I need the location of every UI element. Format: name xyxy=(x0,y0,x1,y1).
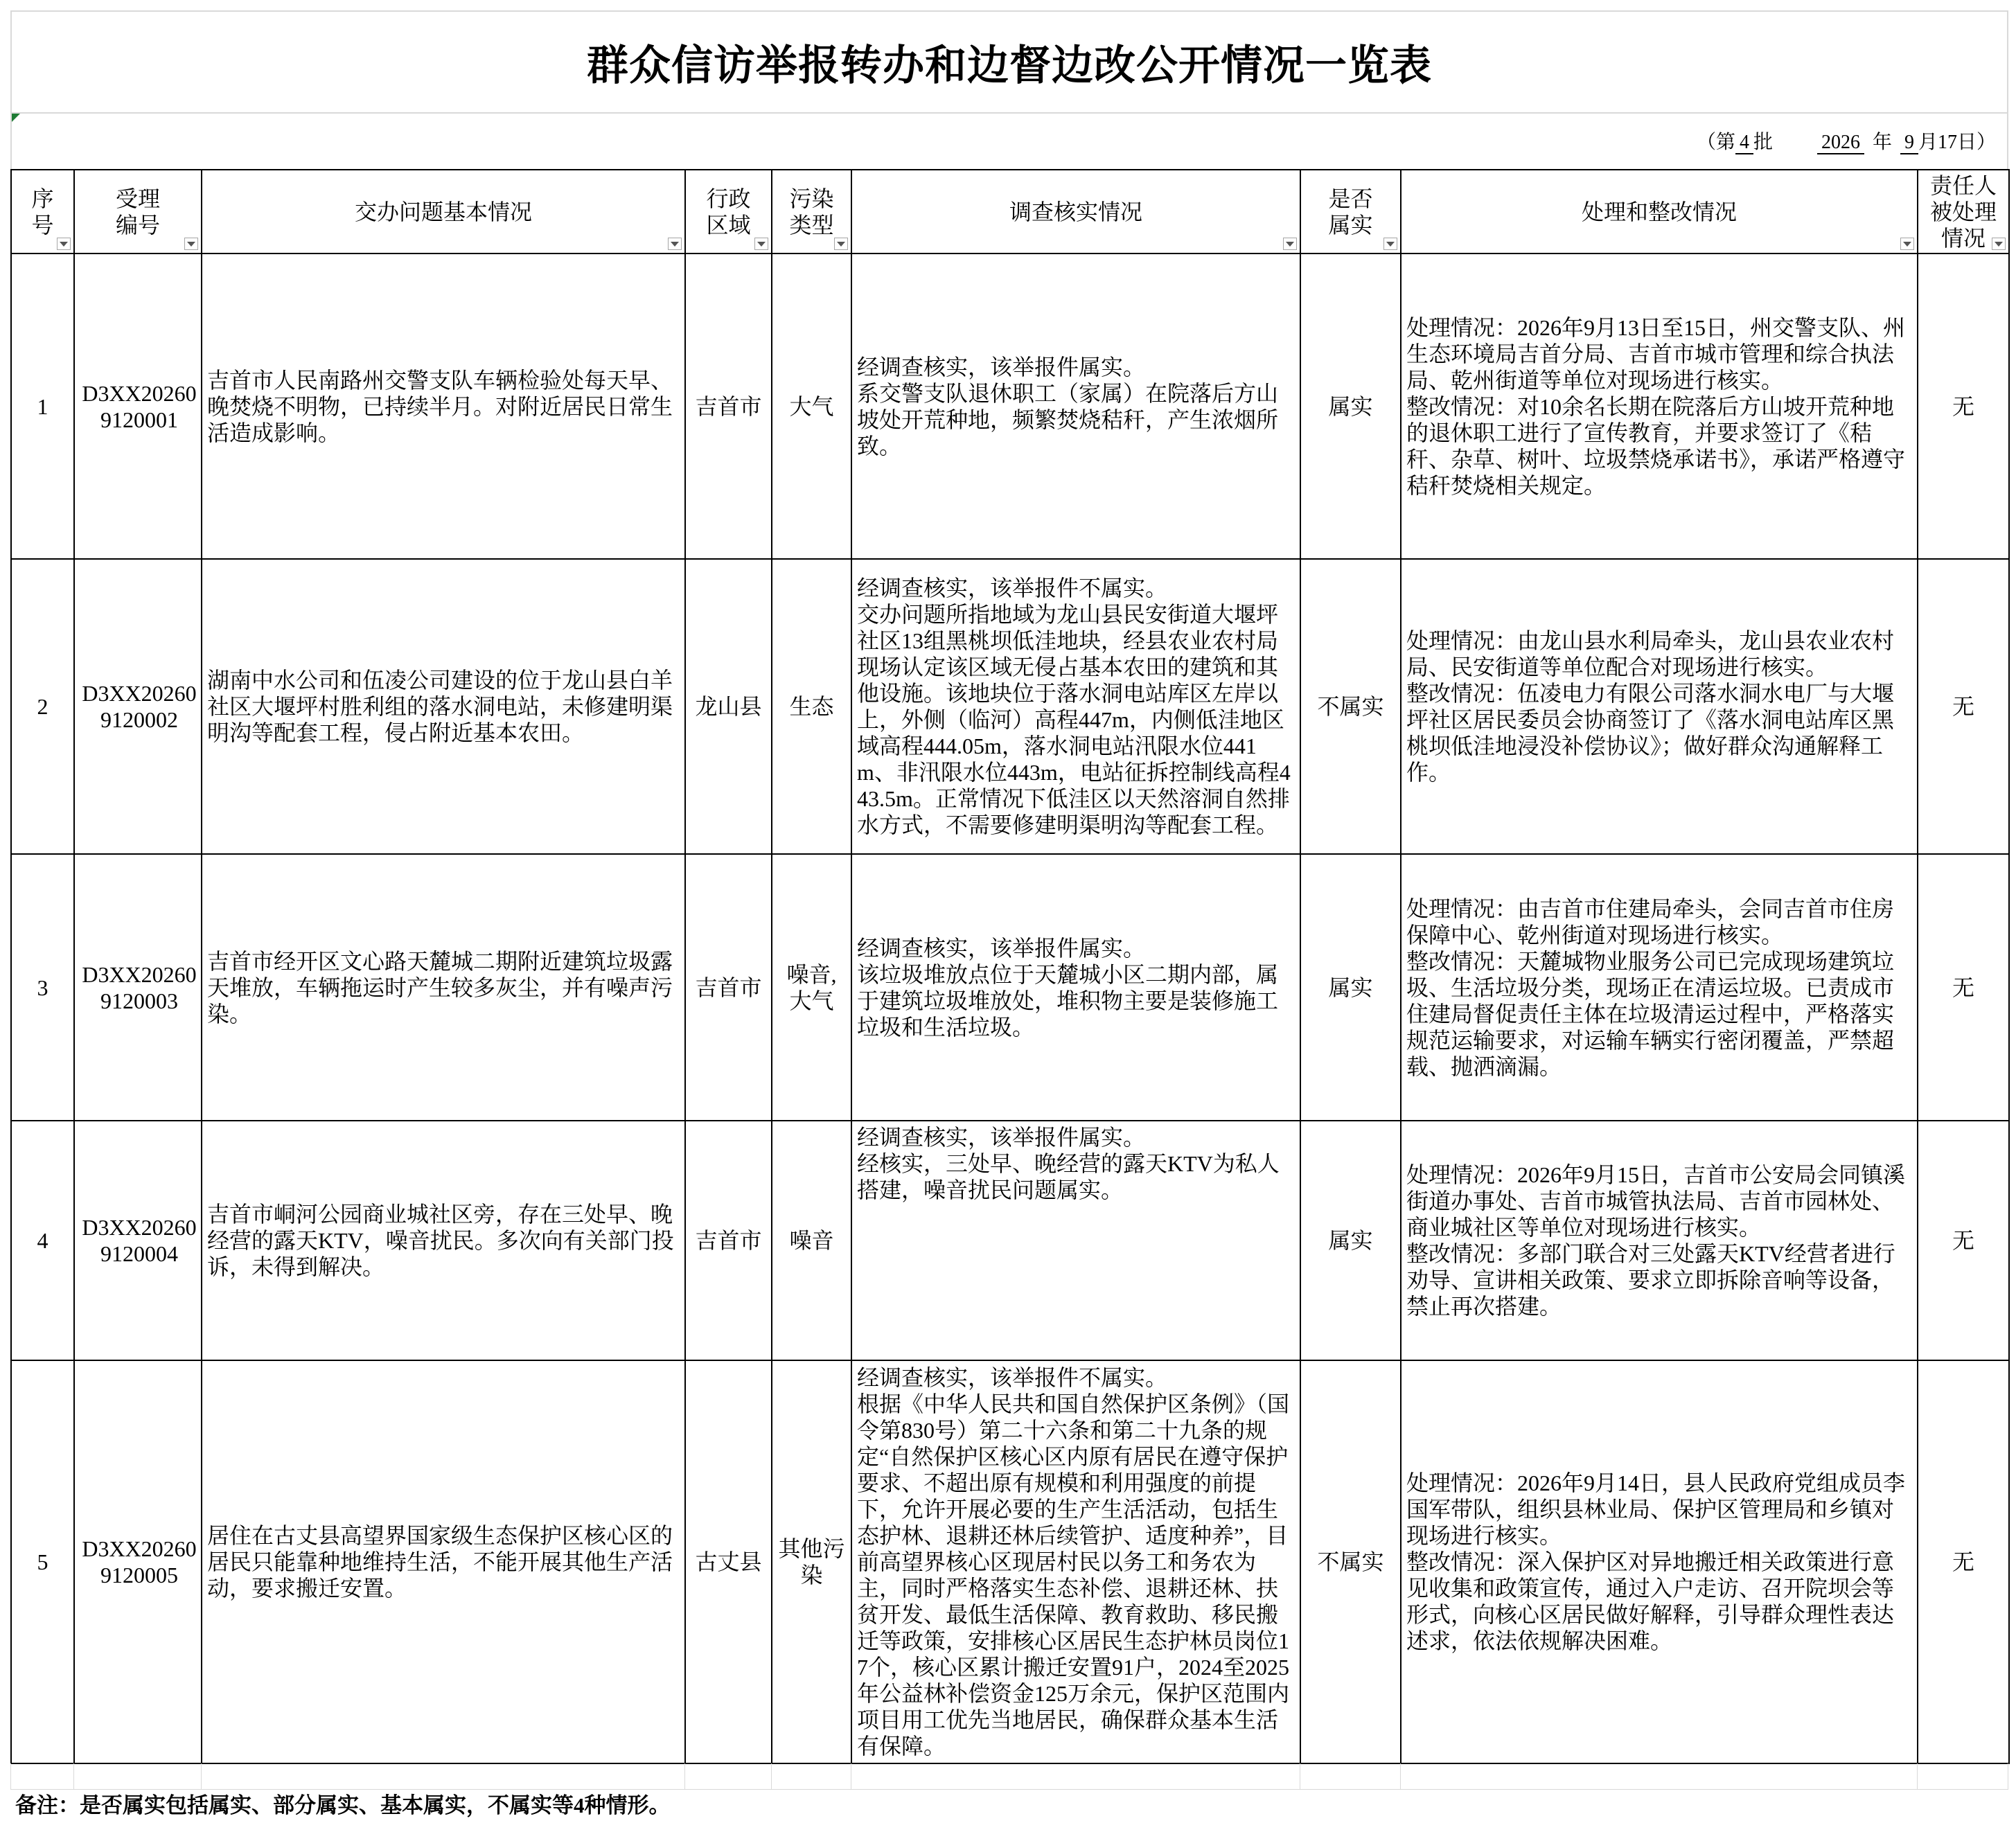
header-verified-content xyxy=(1301,170,1400,253)
empty-cell xyxy=(1300,1763,1400,1789)
header-pollution-type-content xyxy=(772,170,851,253)
header-handling-label: 处理和整改情况 xyxy=(1581,199,1737,224)
cell-verified xyxy=(1300,854,1401,1121)
filter-dropdown-icon[interactable] xyxy=(834,238,848,250)
region-text: 龙山县 xyxy=(695,694,762,719)
filter-dropdown-icon[interactable] xyxy=(668,238,682,250)
cell-issue xyxy=(202,1121,685,1360)
cell-index xyxy=(11,1360,74,1763)
cell-content xyxy=(202,855,684,1120)
cell-pollution-type xyxy=(772,854,851,1121)
cell-content xyxy=(1918,560,2008,853)
header-issue-label: 交办问题基本情况 xyxy=(354,199,532,224)
chevron-down-icon xyxy=(757,242,766,247)
handling-text: 处理情况：2026年9月14日，县人民政府党组成员李国军带队，组织县林业局、保护区管理局和乡镇对现场进行核实。 整改情况：深入保护区对异地搬迁相关政策进行意见收集和政策宣传，通过入户走访、召开院坝会等形式，向核心区居民做好解释，引导群众理性表达述求，依法依规解决困难。 xyxy=(1406,1470,1906,1653)
cell-content xyxy=(12,560,73,853)
cell-region xyxy=(685,559,772,854)
header-verified-label: 是否属实 xyxy=(1328,186,1373,238)
cell-content xyxy=(202,1361,684,1763)
verified-text: 属实 xyxy=(1328,393,1373,419)
issue-text: 居住在古丈县高望界国家级生态保护区核心区的居民只能靠种地维持生活，不能开展其他生产活动，要求搬迁安置。 xyxy=(207,1523,673,1601)
cell-accountability xyxy=(1918,1121,2009,1360)
header-region-content xyxy=(686,170,771,253)
cell-issue xyxy=(202,254,685,559)
cell-content xyxy=(772,1121,851,1360)
cell-content xyxy=(852,254,1300,558)
row-index: 2 xyxy=(37,694,48,719)
cell-case-id xyxy=(74,854,202,1121)
region-text: 古丈县 xyxy=(695,1549,762,1574)
empty-cell xyxy=(684,1763,771,1789)
cell-content xyxy=(1402,1361,1917,1763)
header-investigation-label: 调查核实情况 xyxy=(1009,199,1142,224)
cell-handling xyxy=(1401,559,1918,854)
handling-text: 处理情况：2026年9月15日，吉首市公安局会同镇溪街道办事处、吉首市城管执法局、吉首市园林处、商业城社区等单位对现场进行核实。 整改情况：多部门联合对三处露天KTV经营者进行劝导、宣讲相关政策、要求立即拆除音响等设备，禁止再次搭建。 xyxy=(1406,1162,1906,1319)
cell-issue xyxy=(202,1360,685,1763)
handling-text: 处理情况：2026年9月13日至15日，州交警支队、州生态环境局吉首分局、吉首市城市管理和综合执法局、乾州街道等单位对现场进行核实。 整改情况：对10余名长期在院落后方山坡开荒种地的退休职工进行了宣传教育，并要求签订了《秸秆、杂草、树叶、垃圾禁烧承诺书》，承诺严格遵守秸秆焚烧相关规定。 xyxy=(1406,314,1906,498)
cell-content xyxy=(1301,1361,1400,1763)
filter-dropdown-icon[interactable] xyxy=(57,238,71,250)
cell-investigation xyxy=(851,559,1300,854)
cell-content xyxy=(852,855,1300,1120)
cell-content xyxy=(75,1361,201,1763)
cell-content xyxy=(1918,1361,2008,1763)
empty-cell xyxy=(10,1763,73,1789)
case-id: D3XX202609120002 xyxy=(82,681,197,732)
empty-row xyxy=(10,1763,2008,1789)
filter-dropdown-icon[interactable] xyxy=(184,238,198,250)
header-investigation-content xyxy=(852,170,1300,253)
header-region-label: 行政区域 xyxy=(706,186,751,238)
cell-pollution-type xyxy=(772,559,851,854)
header-accountability xyxy=(1918,170,2009,254)
cell-region xyxy=(685,1360,772,1763)
batch-year: 2026 xyxy=(1817,132,1864,154)
batch-prefix: （第 xyxy=(1696,132,1735,153)
case-id: D3XX202609120005 xyxy=(82,1536,197,1588)
cell-content xyxy=(686,1361,771,1763)
investigation-text: 经调查核实，该举报件不属实。 根据《中华人民共和国自然保护区条例》（国令第830号）第二十六条和第二十九条的规定“自然保护区核心区内原有居民在遵守保护要求、不超出原有规模和利用强度的前提下，允许开展必要的生产生活活动，包括生态护林、退耕还林后续管护、适度种养”，目前高望界核心区现居村民以务工和务农为主，同时严格落实生态补偿、退耕还林、扶贫开发、最低生活保障、教育救助、移民搬迁等政策，安排核心区居民生态护林员岗位17个，核心区累计搬迁安置91户，2024至2025年公益林补偿资金125万余元，保护区范围内项目用工优先当地居民，确保群众基本生活有保障。 xyxy=(857,1365,1290,1759)
cell-content xyxy=(75,855,201,1120)
cell-content xyxy=(12,1361,73,1763)
cell-content xyxy=(202,254,684,558)
header-case-id-label: 受理编号 xyxy=(115,186,160,238)
batch-number: 4 xyxy=(1735,132,1753,154)
pollution-type-text: 其他污染 xyxy=(778,1536,845,1588)
filter-dropdown-icon[interactable] xyxy=(1900,238,1914,250)
cell-content xyxy=(1402,1121,1917,1360)
chevron-down-icon xyxy=(1286,242,1294,247)
header-index xyxy=(11,170,74,254)
batch-number-suffix: 批 xyxy=(1753,132,1773,153)
table-row xyxy=(11,559,2009,854)
cell-content xyxy=(202,560,684,853)
cell-content xyxy=(1918,855,2008,1120)
header-row xyxy=(11,170,2009,254)
chevron-down-icon xyxy=(1995,242,2003,247)
handling-text: 处理情况：由吉首市住建局牵头，会同吉首市住房保障中心、乾州街道对现场进行核实。 整改情况：天麓城物业服务公司已完成现场建筑垃圾、生活垃圾分类，现场正在清运垃圾。已责成市住建局督促责任主体在垃圾清运过程中，严格落实规范运输要求，对运输车辆实行密闭覆盖，严禁超载、抛洒滴漏。 xyxy=(1406,896,1895,1079)
batch-month: 9 xyxy=(1900,132,1918,154)
cell-region xyxy=(685,1121,772,1360)
cell-issue xyxy=(202,559,685,854)
header-case-id-content xyxy=(75,170,201,253)
cell-content xyxy=(772,560,851,853)
header-accountability-label: 责任人被处理情况 xyxy=(1929,172,1997,251)
header-pollution-type xyxy=(772,170,851,254)
cell-accountability xyxy=(1918,559,2009,854)
cell-content xyxy=(75,254,201,558)
cell-content xyxy=(202,1121,684,1360)
cell-content xyxy=(1301,855,1400,1120)
cell-investigation xyxy=(851,254,1300,559)
batch-year-suffix: 年 xyxy=(1872,132,1892,153)
cell-pollution-type xyxy=(772,1360,851,1763)
investigation-text: 经调查核实，该举报件属实。 该垃圾堆放点位于天麓城小区二期内部，属于建筑垃圾堆放处，堆积物主要是装修施工垃圾和生活垃圾。 xyxy=(857,935,1279,1040)
cell-accountability xyxy=(1918,1360,2009,1763)
table-row xyxy=(11,854,2009,1121)
case-id: D3XX202609120004 xyxy=(82,1215,197,1266)
header-case-id xyxy=(74,170,202,254)
header-issue xyxy=(202,170,685,254)
header-region xyxy=(685,170,772,254)
cell-accountability xyxy=(1918,254,2009,559)
row-index: 1 xyxy=(37,393,48,419)
investigation-text: 经调查核实，该举报件属实。 系交警支队退休职工（家属）在院落后方山坡处开荒种地，频繁焚烧秸秆，产生浓烟所致。 xyxy=(857,354,1279,459)
pollution-type-text: 生态 xyxy=(789,694,834,719)
filter-dropdown-icon[interactable] xyxy=(1383,238,1397,250)
empty-cell xyxy=(851,1763,1300,1789)
accountability-text: 无 xyxy=(1952,694,1974,719)
cell-content xyxy=(12,855,73,1120)
cell-content xyxy=(686,254,771,558)
verified-text: 属实 xyxy=(1328,975,1373,1000)
chevron-down-icon xyxy=(1386,242,1395,247)
cell-index xyxy=(11,254,74,559)
cell-verified xyxy=(1300,1121,1401,1360)
handling-text: 处理情况：由龙山县水利局牵头，龙山县农业农村局、民安街道等单位配合对现场进行核实。 整改情况：伍凌电力有限公司落水洞水电厂与大堰坪社区居民委员会协商签订了《落水洞电站库区黑桃坝低洼地浸没补偿协议》；做好群众沟通解释工作。 xyxy=(1406,628,1895,785)
cell-verified xyxy=(1300,559,1401,854)
verified-text: 属实 xyxy=(1328,1228,1373,1253)
row-index: 5 xyxy=(37,1549,48,1574)
accountability-text: 无 xyxy=(1952,1549,1974,1574)
filter-dropdown-icon[interactable] xyxy=(1283,238,1297,250)
page-title: 群众信访举报转办和边督边改公开情况一览表 xyxy=(587,42,1432,89)
cell-index xyxy=(11,1121,74,1360)
cell-content xyxy=(1301,1121,1400,1360)
cell-content xyxy=(686,560,771,853)
cell-content xyxy=(686,1121,771,1360)
accountability-text: 无 xyxy=(1952,975,1974,1000)
cell-case-id xyxy=(74,1121,202,1360)
issue-text: 吉首市人民南路州交警支队车辆检验处每天早、晚焚烧不明物，已持续半月。对附近居民日常生活造成影响。 xyxy=(207,367,673,445)
verified-text: 不属实 xyxy=(1317,1549,1384,1574)
cell-content xyxy=(772,855,851,1120)
cell-content xyxy=(852,1121,1300,1360)
cell-content xyxy=(1402,254,1917,558)
batch-date-line xyxy=(1697,127,2007,154)
cell-case-id xyxy=(74,1360,202,1763)
cell-content xyxy=(75,560,201,853)
region-text: 吉首市 xyxy=(695,1228,762,1253)
issue-text: 吉首市峒河公园商业城社区旁，存在三处早、晚经营的露天KTV，噪音扰民。多次向有关部门投诉，未得到解决。 xyxy=(207,1202,674,1279)
header-investigation xyxy=(851,170,1300,254)
header-accountability-content xyxy=(1918,170,2008,253)
header-handling xyxy=(1401,170,1918,254)
batch-date-suffix: 月17日） xyxy=(1918,132,1996,153)
cell-handling xyxy=(1401,854,1918,1121)
region-text: 吉首市 xyxy=(695,975,762,1000)
chevron-down-icon xyxy=(837,242,845,247)
cell-content xyxy=(75,1121,201,1360)
case-id: D3XX202609120001 xyxy=(82,380,197,432)
verified-text: 不属实 xyxy=(1317,694,1384,719)
cell-content xyxy=(1402,855,1917,1120)
title-cell xyxy=(10,10,2008,114)
empty-cell xyxy=(73,1763,201,1789)
cell-content xyxy=(1918,1121,2008,1360)
header-pollution-type-label: 污染类型 xyxy=(789,186,834,238)
cell-content xyxy=(686,855,771,1120)
issue-text: 湖南中水公司和伍凌公司建设的位于龙山县白羊社区大堰坪村胜利组的落水洞电站，未修建明渠明沟等配套工程，侵占附近基本农田。 xyxy=(207,668,673,745)
cell-investigation xyxy=(851,1121,1300,1360)
cell-content xyxy=(772,254,851,558)
cell-handling xyxy=(1401,254,1918,559)
cell-content xyxy=(772,1361,851,1763)
table-row xyxy=(11,1121,2009,1360)
empty-cell xyxy=(201,1763,684,1789)
region-text: 吉首市 xyxy=(695,393,762,419)
pollution-type-text: 大气 xyxy=(789,393,834,419)
header-index-content xyxy=(12,170,73,253)
row-index: 4 xyxy=(37,1228,48,1253)
cell-pollution-type xyxy=(772,254,851,559)
cell-region xyxy=(685,254,772,559)
batch-date-row xyxy=(10,112,2008,169)
filter-dropdown-icon[interactable] xyxy=(1992,238,2006,250)
table-row xyxy=(11,1360,2009,1763)
cell-content xyxy=(12,1121,73,1360)
cell-content xyxy=(852,1361,1300,1763)
case-id: D3XX202609120003 xyxy=(82,961,197,1013)
cell-content xyxy=(1918,254,2008,558)
cell-handling xyxy=(1401,1360,1918,1763)
header-index-label: 序号 xyxy=(31,186,54,238)
cell-case-id xyxy=(74,254,202,559)
cell-verified xyxy=(1300,1360,1401,1763)
cell-case-id xyxy=(74,559,202,854)
complaints-table xyxy=(10,169,2010,1764)
table-row xyxy=(11,254,2009,559)
chevron-down-icon xyxy=(1903,242,1911,247)
filter-dropdown-icon[interactable] xyxy=(754,238,768,250)
cell-issue xyxy=(202,854,685,1121)
empty-cell xyxy=(1917,1763,2008,1789)
cell-content xyxy=(852,560,1300,853)
investigation-text: 经调查核实，该举报件不属实。 交办问题所指地域为龙山县民安街道大堰坪社区13组黑桃坝低洼地块，经县农业农村局现场认定该区域无侵占基本农田的建筑和其他设施。该地块位于落水洞电站库区左岸以上，外侧（临河）高程447m，内侧低洼地区域高程444.05m，落水洞电站汛限水位441m、非汛限水位443m，电站征拆控制线高程443.5m。正常情况下低洼区以天然溶洞自然排水方式，不需要修建明渠明沟等配套工程。 xyxy=(857,576,1291,837)
cell-index xyxy=(11,854,74,1121)
cell-pollution-type xyxy=(772,1121,851,1360)
cell-content xyxy=(1301,560,1400,853)
cell-content xyxy=(1402,560,1917,853)
footnote: 备注：是否属实包括属实、部分属实、基本属实，不属实等4种情形。 xyxy=(10,1789,2008,1822)
cell-region xyxy=(685,854,772,1121)
header-handling-content xyxy=(1402,170,1917,253)
cell-investigation xyxy=(851,854,1300,1121)
accountability-text: 无 xyxy=(1952,1228,1974,1253)
pollution-type-text: 噪音,大气 xyxy=(786,961,837,1013)
accountability-text: 无 xyxy=(1952,393,1974,419)
investigation-text: 经调查核实，该举报件属实。 经核实，三处早、晚经营的露天KTV为私人搭建，噪音扰民问题属实。 xyxy=(857,1125,1280,1202)
header-issue-content xyxy=(202,170,684,253)
cell-accountability xyxy=(1918,854,2009,1121)
chevron-down-icon xyxy=(60,242,68,247)
chevron-down-icon xyxy=(671,242,679,247)
header-verified xyxy=(1300,170,1401,254)
empty-cell xyxy=(771,1763,851,1789)
cell-content xyxy=(12,254,73,558)
cell-index xyxy=(11,559,74,854)
empty-cell xyxy=(1400,1763,1917,1789)
chevron-down-icon xyxy=(187,242,195,247)
pollution-type-text: 噪音 xyxy=(789,1228,834,1253)
cell-investigation xyxy=(851,1360,1300,1763)
cell-handling xyxy=(1401,1121,1918,1360)
error-indicator-icon xyxy=(12,114,20,122)
cell-verified xyxy=(1300,254,1401,559)
issue-text: 吉首市经开区文心路天麓城二期附近建筑垃圾露天堆放，车辆拖运时产生较多灰尘，并有噪声污染。 xyxy=(207,948,673,1026)
cell-content xyxy=(1301,254,1400,558)
row-index: 3 xyxy=(37,975,48,1000)
